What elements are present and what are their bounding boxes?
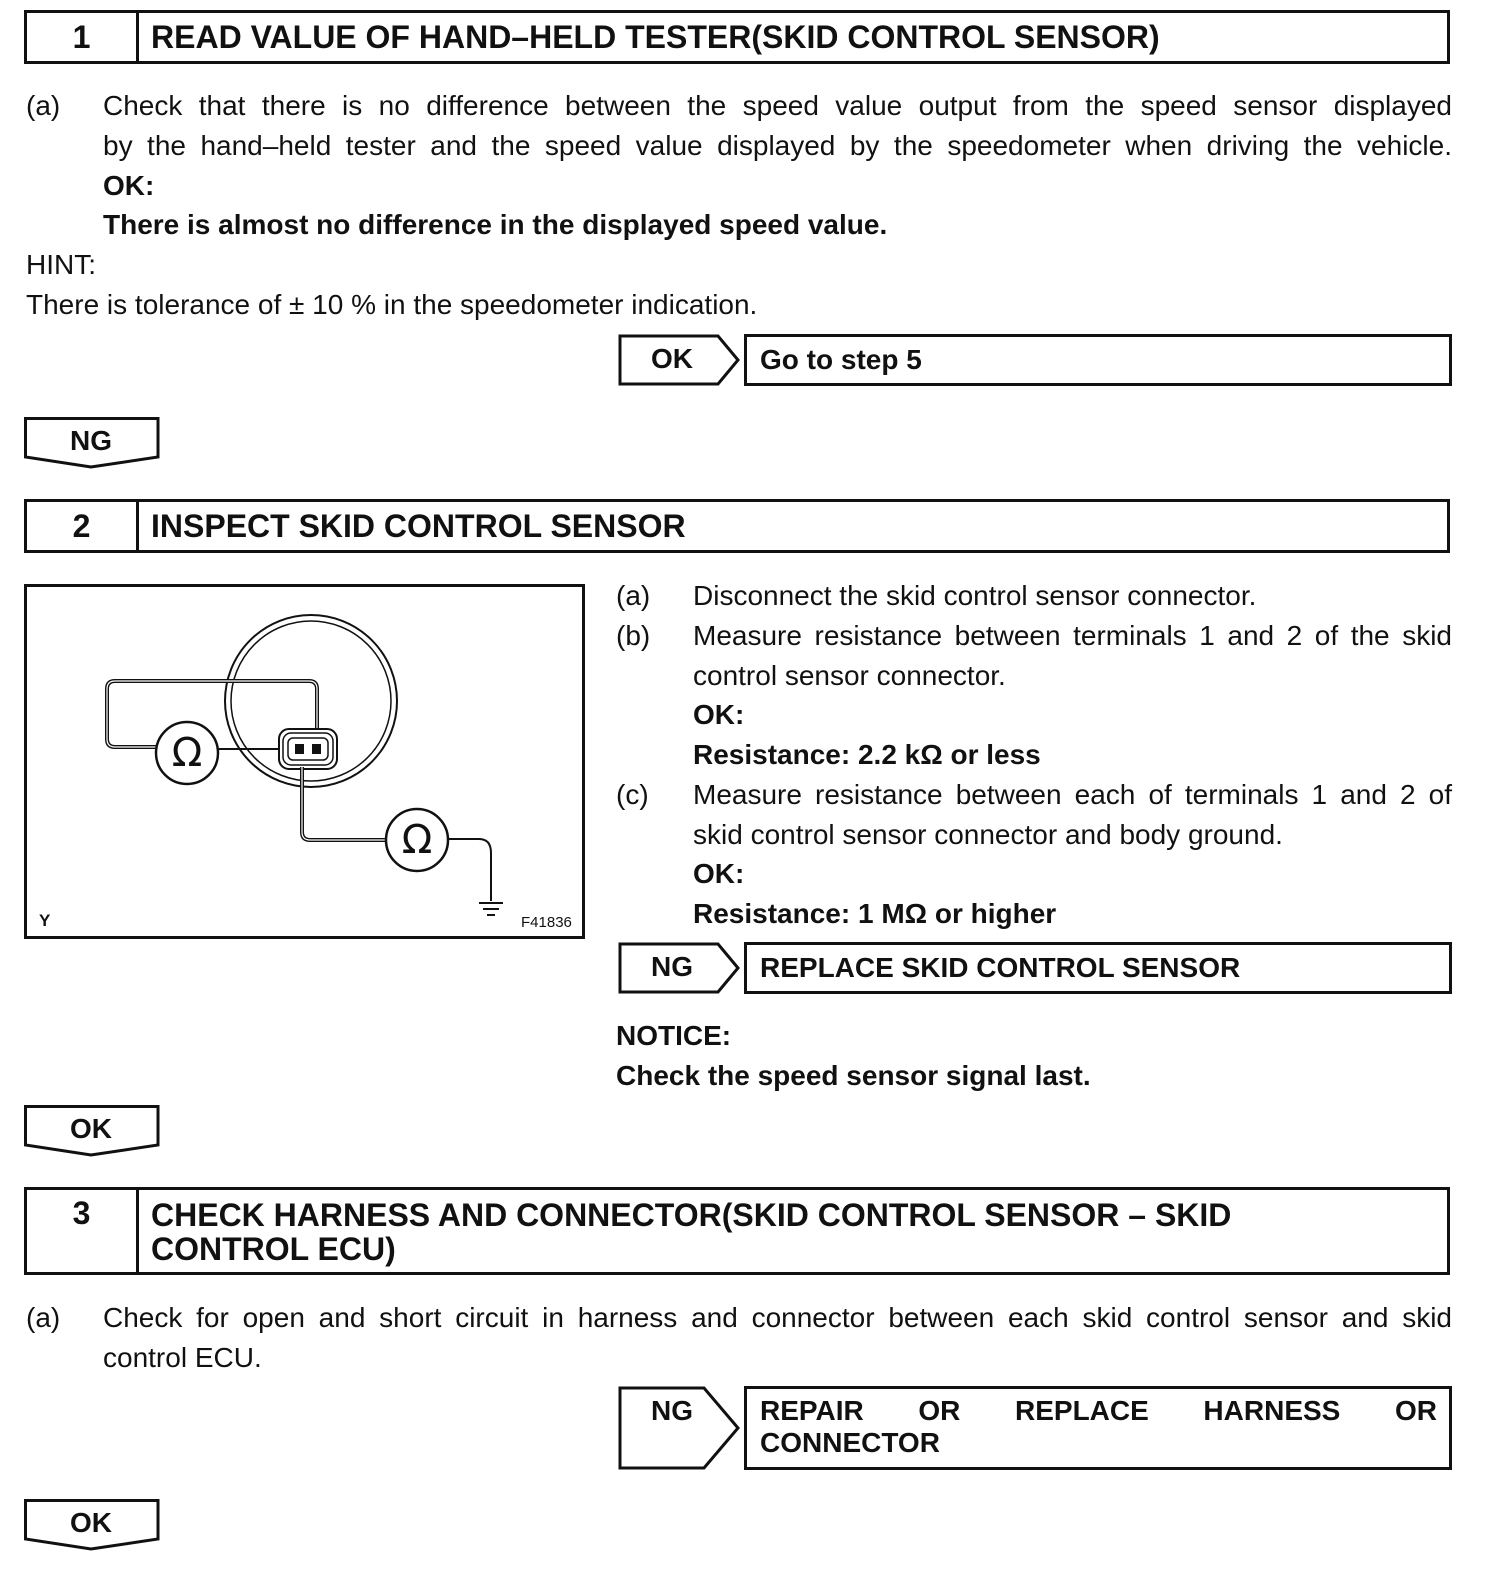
flow-tag-label: OK	[70, 1113, 112, 1144]
instruction-text: Check that there is no difference between the speed value output from the speed sensor displayed	[103, 90, 1452, 121]
item-label: (a)	[26, 90, 61, 121]
instruction-text: Check for open and short circuit in harness and connector between each skid control sensor and skid	[103, 1302, 1452, 1333]
instruction-text: control ECU.	[103, 1342, 262, 1373]
wiring-diagram	[27, 587, 582, 936]
hint-label: HINT:	[26, 249, 96, 280]
lead-wire	[302, 767, 385, 840]
sensor-wiring-figure	[24, 584, 585, 939]
ok-label: OK:	[693, 699, 745, 730]
result-box: REPLACE SKID CONTROL SENSOR	[744, 942, 1452, 994]
instruction-text: Disconnect the skid control sensor connector.	[693, 580, 1257, 611]
step-title: READ VALUE OF HAND–HELD TESTER(SKID CONTROL SENSOR)	[151, 19, 1160, 55]
figure-id: F41836	[521, 914, 572, 931]
ok-label: OK:	[103, 170, 155, 201]
hint-text: There is tolerance of ± 10 % in the speedometer indication.	[26, 289, 758, 320]
result-line: REPAIR OR REPLACE HARNESS OR	[760, 1395, 1437, 1426]
step-title	[139, 1190, 1447, 1272]
result-tag: NG	[651, 951, 693, 982]
instruction-text: Measure resistance between each of terminals 1 and 2 of	[693, 779, 1452, 810]
step-number: 1	[27, 13, 139, 61]
step-2-header	[24, 499, 1450, 553]
result-box	[744, 1386, 1452, 1470]
item-label: (c)	[616, 779, 649, 810]
step-title-line: CHECK HARNESS AND CONNECTOR(SKID CONTROL SENSOR – SKID	[151, 1197, 1232, 1233]
instruction-text: skid control sensor connector and body ground.	[693, 819, 1283, 850]
result-tag: OK	[651, 343, 693, 374]
step-number: 3	[27, 1190, 139, 1272]
ok-criteria: Resistance: 1 MΩ or higher	[693, 898, 1057, 929]
flow-tag-label: NG	[70, 425, 112, 456]
ground-wire	[445, 839, 491, 901]
figure-corner-label: Y	[39, 911, 51, 930]
result-box: Go to step 5	[744, 334, 1452, 386]
step-3-header	[24, 1187, 1450, 1275]
instruction-text: control sensor connector.	[693, 660, 1006, 691]
result-line: CONNECTOR	[760, 1427, 940, 1458]
ground-symbol-icon	[479, 903, 503, 915]
item-label: (b)	[616, 620, 651, 651]
ok-criteria: There is almost no difference in the displayed speed value.	[103, 209, 888, 240]
ohm-symbol: Ω	[171, 730, 203, 776]
item-label: (a)	[616, 580, 651, 611]
result-tag: NG	[651, 1395, 693, 1426]
ok-label: OK:	[693, 858, 745, 889]
item-label: (a)	[26, 1302, 61, 1333]
instruction-text: by the hand–held tester and the speed value displayed by the speedometer when driving the vehicle.	[103, 130, 1452, 161]
instruction-text: Measure resistance between terminals 1 and 2 of the skid	[693, 620, 1452, 651]
step-title-line: CONTROL ECU)	[151, 1231, 396, 1267]
step-number: 2	[27, 502, 139, 550]
notice-text: Check the speed sensor signal last.	[616, 1060, 1091, 1091]
step-title: INSPECT SKID CONTROL SENSOR	[151, 508, 686, 544]
step-1-header	[24, 10, 1450, 64]
notice-label: NOTICE:	[616, 1020, 732, 1051]
ok-criteria: Resistance: 2.2 kΩ or less	[693, 739, 1041, 770]
flow-tag-label: OK	[70, 1507, 112, 1538]
ohm-symbol: Ω	[401, 817, 433, 863]
